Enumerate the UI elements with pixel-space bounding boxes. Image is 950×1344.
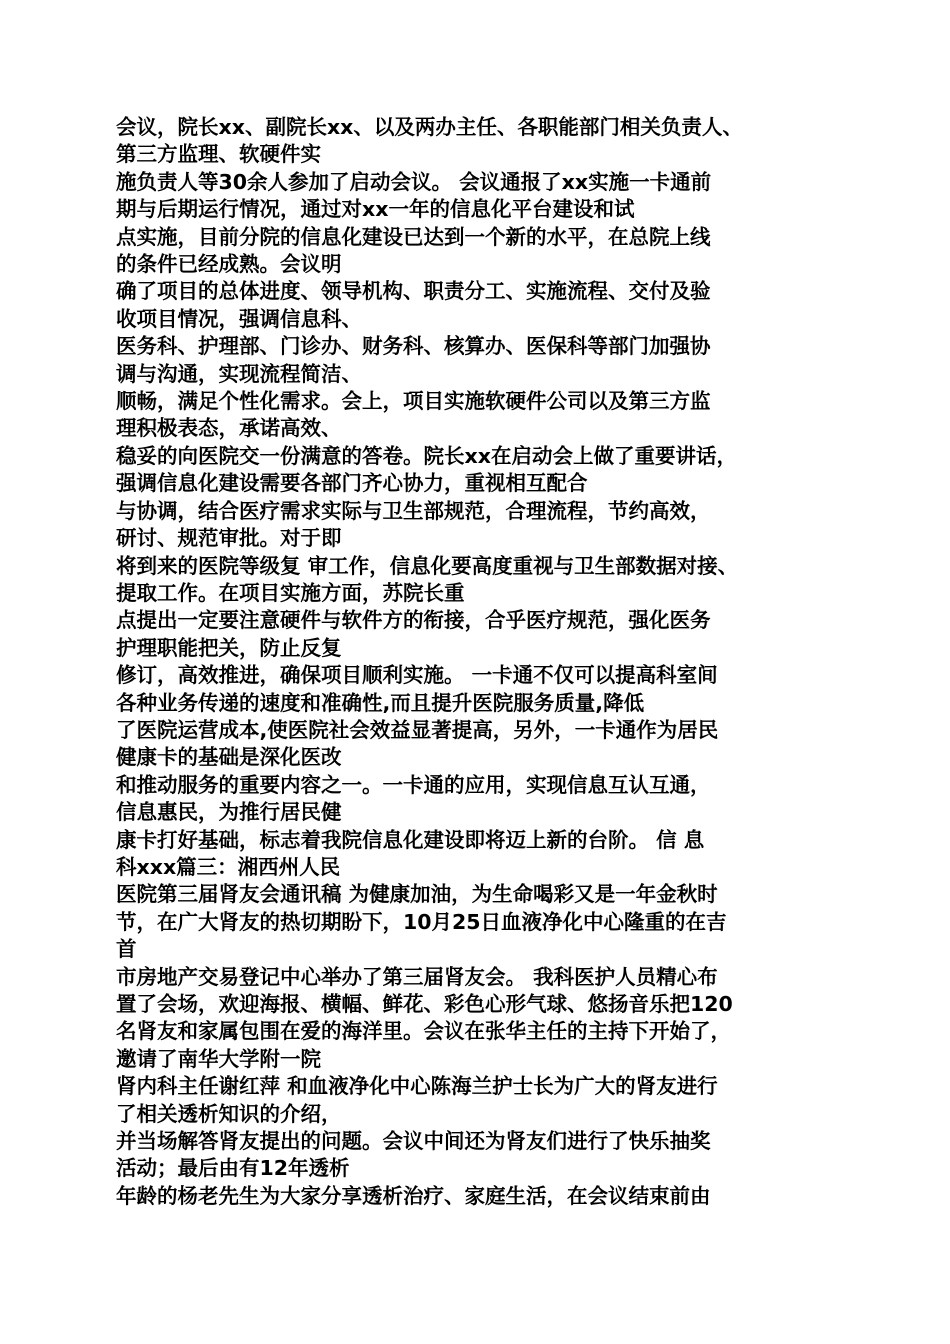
text-line: 医务科、护理部、门诊办、财务科、核算办、医保科等部门加强协 [116, 334, 711, 359]
text-line: 名肾友和家属包围在爱的海洋里。会议在张华主任的主持下开始了， [116, 1019, 731, 1044]
text-line: 收项目情况，强调信息科、 [116, 306, 362, 331]
text-line: 康卡打好基础，标志着我院信息化建设即将迈上新的台阶。 信 息 [116, 827, 705, 852]
text-line: 研讨、规范审批。对于即 [116, 526, 342, 551]
text-line: 节，在广大肾友的热切期盼下，10月25日血液净化中心隆重的在吉 [116, 909, 727, 934]
text-line: 理积极表态，承诺高效、 [116, 416, 342, 441]
text-line: 确了项目的总体进度、领导机构、职责分工、实施流程、交付及验 [116, 279, 711, 304]
text-line: 和推动服务的重要内容之一。一卡通的应用，实现信息互认互通， [116, 772, 711, 797]
text-line: 年龄的杨老先生为大家分享透析治疗、家庭生活，在会议结束前由 [116, 1183, 711, 1208]
text-line: 强调信息化建设需要各部门齐心协力，重视相互配合 [116, 471, 588, 496]
text-line: 市房地产交易登记中心举办了第三届肾友会。 我科医护人员精心布 [116, 964, 718, 989]
text-line: 信息惠民，为推行居民健 [116, 800, 342, 825]
text-line: 肾内科主任谢红萍 和血液净化中心陈海兰护士长为广大的肾友进行 [116, 1074, 718, 1099]
text-line: 顺畅，满足个性化需求。会上，项目实施软硬件公司以及第三方监 [116, 389, 711, 414]
text-line: 施负责人等30余人参加了启动会议。 会议通报了xx实施一卡通前 [116, 169, 712, 194]
text-line: 第三方监理、软硬件实 [116, 142, 321, 167]
text-line: 置了会场，欢迎海报、横幅、鲜花、彩色心形气球、悠扬音乐把120 [116, 992, 733, 1016]
text-line: 会议，院长xx、副院长xx、以及两办主任、各职能部门相关负责人、 [116, 115, 743, 139]
text-line: 邀请了南华大学附一院 [116, 1046, 321, 1071]
text-line: 的条件已经成熟。会议明 [116, 252, 342, 277]
text-line: 各种业务传递的速度和准确性,而且提升医院服务质量,降低 [116, 690, 645, 715]
text-line: 提取工作。在项目实施方面，苏院长重 [116, 580, 465, 605]
text-line: 与协调，结合医疗需求实际与卫生部规范，合理流程，节约高效， [116, 498, 711, 523]
text-line: 活动；最后由有12年透析 [116, 1156, 350, 1181]
text-line: 了相关透析知识的介绍， [116, 1101, 342, 1126]
text-line: 并当场解答肾友提出的问题。会议中间还为肾友们进行了快乐抽奖 [116, 1129, 711, 1154]
text-line: 期与后期运行情况，通过对xx一年的信息化平台建设和试 [116, 197, 635, 222]
document-body [116, 114, 846, 1210]
text-line: 首 [116, 937, 137, 962]
text-line: 医院第三届肾友会通讯稿 为健康加油，为生命喝彩又是一年金秋时 [116, 882, 718, 907]
text-line: 科xxx篇三：湘西州人民 [116, 854, 341, 879]
text-line: 将到来的医院等级复 审工作，信息化要高度重视与卫生部数据对接、 [116, 553, 739, 578]
text-line: 点提出一定要注意硬件与软件方的衔接，合乎医疗规范，强化医务 [116, 608, 711, 633]
text-line: 修订，高效推进，确保项目顺利实施。 一卡通不仅可以提高科室间 [116, 663, 718, 688]
text-line: 护理职能把关，防止反复 [116, 635, 342, 660]
text-line: 调与沟通，实现流程简洁、 [116, 361, 362, 386]
text-line: 健康卡的基础是深化医改 [116, 745, 342, 770]
text-line: 稳妥的向医院交一份满意的答卷。院长xx在启动会上做了重要讲话， [116, 443, 737, 468]
text-line: 点实施，目前分院的信息化建设已达到一个新的水平，在总院上线 [116, 224, 711, 249]
text-line: 了医院运营成本,使医院社会效益显著提高，另外，一卡通作为居民 [116, 717, 719, 742]
